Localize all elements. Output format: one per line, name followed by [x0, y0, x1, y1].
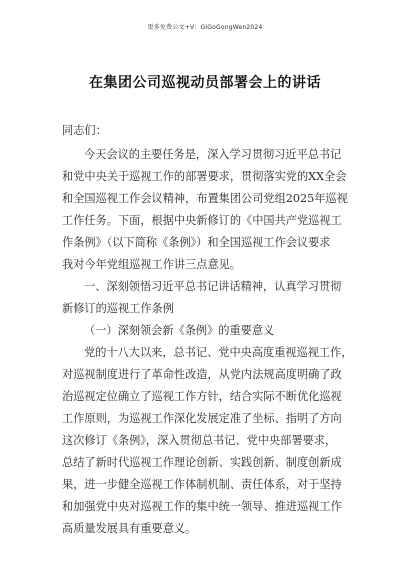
paragraph-line: 工作原则，为巡视工作深化发展定准了坐标、指明了方向	[62, 412, 342, 425]
paragraph-line: 高质量发展具有重要意义。	[62, 522, 197, 535]
greeting: 同志们：	[62, 124, 107, 137]
paragraph-line: 对巡视制度进行了革命性改造，从党内法规高度明确了政	[62, 368, 342, 381]
subsection-heading: （一）深刻领会新《条例》的重要意义	[84, 324, 275, 337]
paragraph-line: 和加强党中央对巡视工作的集中统一领导、推进巡视工作	[62, 500, 342, 513]
paragraph-line: 这次修订《条例》，深入贯彻总书记、党中央部署要求，	[62, 434, 337, 447]
paragraph-line: 党的十八大以来，总书记、党中央高度重视巡视工作，	[84, 346, 353, 359]
body-content	[62, 144, 360, 540]
paragraph-line: 总结了新时代巡视工作理论创新、实践创新、制度创新成	[62, 456, 342, 469]
header-note: 更多免费公文+V：GIGoGongWen2024	[147, 24, 263, 31]
document-title: 在集团公司巡视动员部署会上的讲话	[89, 75, 321, 91]
paragraph-line: 治巡视定位确立了巡视工作方针，结合实际不断优化巡视	[62, 390, 342, 403]
section-heading: 新修订的巡视工作条例	[62, 302, 174, 315]
section-heading: 一、深刻领悟习近平总书记讲话精神，认真学习贯彻	[84, 280, 342, 293]
paragraph-line: 和全国巡视工作会议精神，布置集团公司党组2025年巡视	[62, 192, 348, 205]
paragraph-line: 工作任务。下面，根据中央新修订的《中国共产党巡视工	[62, 214, 342, 227]
paragraph-line: 今天会议的主要任务是，深入学习贯彻习近平总书记	[84, 148, 342, 161]
paragraph-line: 和党中央关于巡视工作的部署要求，贯彻落实党的XX全会	[62, 170, 347, 183]
paragraph-line: 作条例》（以下简称《条例》）和全国巡视工作会议要求	[62, 236, 331, 249]
paragraph-line: 我对今年党组巡视工作讲三点意见。	[62, 258, 242, 271]
paragraph-line: 果，进一步健全巡视工作体制机制、责任体系，对于坚持	[62, 478, 342, 491]
